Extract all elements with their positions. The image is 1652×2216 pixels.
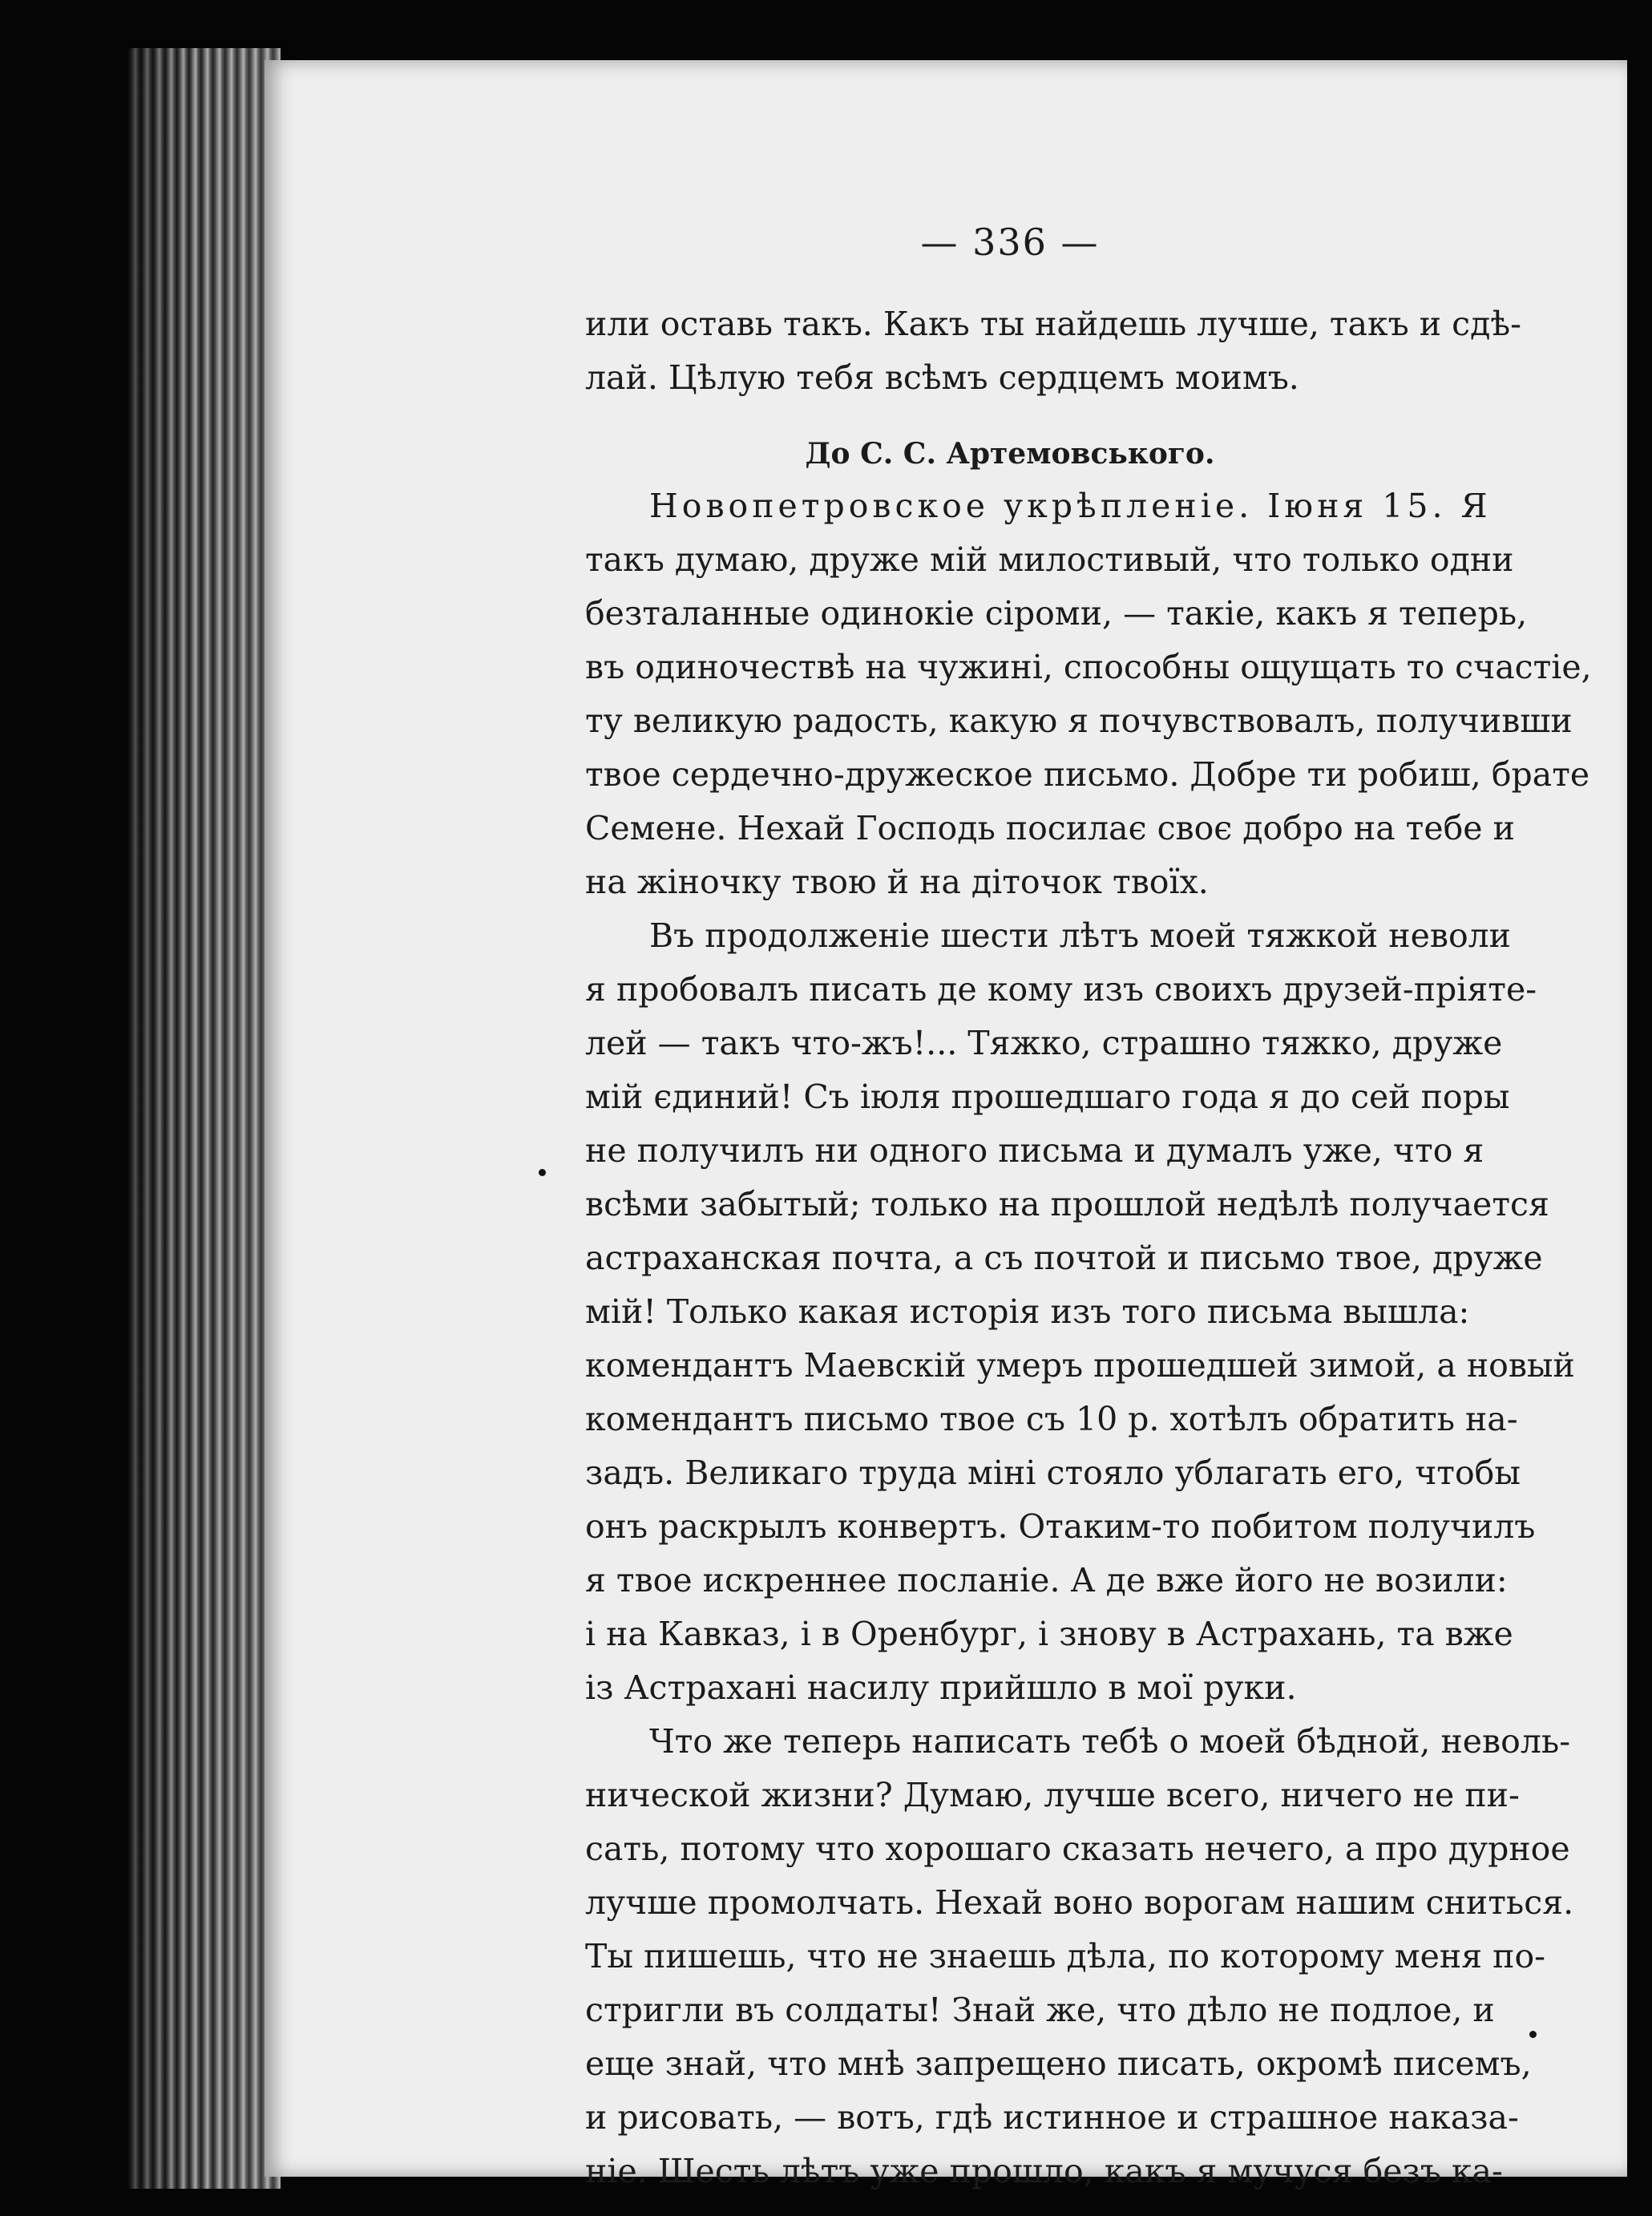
text-line: еще знай, что мнѣ запрещено писать, окромѣ писемъ, [585, 2044, 1532, 2083]
text-line: стригли въ солдаты! Знай же, что дѣло не подлое, и [585, 1991, 1495, 2029]
text-line: нической жизни? Думаю, лучше всего, ничего не пи- [585, 1776, 1520, 1814]
text-line: сать, потому что хорошаго сказать нечего, а про дурное [585, 1830, 1570, 1868]
text-line: или оставь такъ. Какъ ты найдешь лучше, такъ и сдѣ- [585, 305, 1521, 343]
text-line: із Астрахані насилу прийшло в мої руки. [585, 1668, 1297, 1707]
text-line: я пробовалъ писать де кому изъ своихъ друзей-пріяте- [585, 970, 1537, 1009]
text-line: такъ думаю, друже мій милостивый, что только одни [585, 540, 1514, 579]
text-line: мій єдиний! Съ іюля прошедшаго года я до сей поры [585, 1078, 1510, 1116]
text-line: онъ раскрылъ конвертъ. Отаким-то побитом получилъ [585, 1507, 1536, 1546]
text-line: Что же теперь написать тебѣ о моей бѣдной, неволь- [649, 1722, 1571, 1761]
text-line: ту великую радость, какую я почувствовалъ, получивши [585, 702, 1573, 740]
text-line: лей — такъ что-жъ!... Тяжко, страшно тяжко, друже [585, 1024, 1503, 1062]
text-line: я твое искреннее посланіе. А де вже його не возили: [585, 1561, 1508, 1599]
text-line: ніе. Шесть лѣтъ уже прошло, какъ я мучуся безъ ка- [585, 2152, 1503, 2190]
text-line: лучше промолчать. Нехай воно ворогам нашим сниться. [585, 1883, 1574, 1922]
text-line: въ одиночествѣ на чужині, способны ощущать то счастіе, [585, 648, 1592, 686]
page-number: — 336 — [920, 220, 1100, 264]
text-line: комендантъ письмо твое съ 10 р. хотѣлъ обратить на- [585, 1400, 1518, 1438]
text-line: Новопетровское укрѣпленіе. Іюня 15. Я [649, 487, 1492, 525]
text-line: безталанные одинокіе сіроми, — такіе, какъ я теперь, [585, 594, 1528, 633]
text-line: комендантъ Маевскій умеръ прошедшей зимой, а новый [585, 1346, 1575, 1385]
text-line: задъ. Великаго труда міні стояло ублагать его, чтобы [585, 1454, 1521, 1492]
text-line: Въ продолженіе шести лѣтъ моей тяжкой неволи [649, 916, 1512, 955]
text-line: мій! Только какая исторія изъ того письма вышла: [585, 1292, 1470, 1331]
text-line: и рисовать, — вотъ, гдѣ истинное и страшное наказа- [585, 2098, 1519, 2137]
text-line: астраханская почта, а съ почтой и письмо твое, друже [585, 1239, 1543, 1277]
text-line: лай. Цѣлую тебя всѣмъ сердцемъ моимъ. [585, 358, 1299, 397]
text-line: всѣми забытый; только на прошлой недѣлѣ получается [585, 1185, 1549, 1223]
book-page [265, 60, 1627, 2190]
text-line: не получилъ ни одного письма и думалъ уже, что я [585, 1131, 1484, 1170]
text-line: і на Кавказ, і в Оренбург, і знову в Астрахань, та вже [585, 1615, 1513, 1653]
letter-heading: До С. С. Артемовського. [805, 437, 1215, 471]
ink-speck [1529, 2031, 1537, 2038]
book-page-edges [128, 48, 281, 2189]
text-line: твое сердечно-дружеское письмо. Добре ти робиш, брате [585, 755, 1590, 794]
text-line: Семене. Нехай Господь посилає своє добро на тебе и [585, 809, 1515, 847]
text-line: Ты пишешь, что не знаешь дѣла, по которому меня по- [585, 1937, 1546, 1975]
text-line: на жіночку твою й на діточок твоїх. [585, 863, 1209, 901]
ink-speck [539, 1169, 546, 1176]
